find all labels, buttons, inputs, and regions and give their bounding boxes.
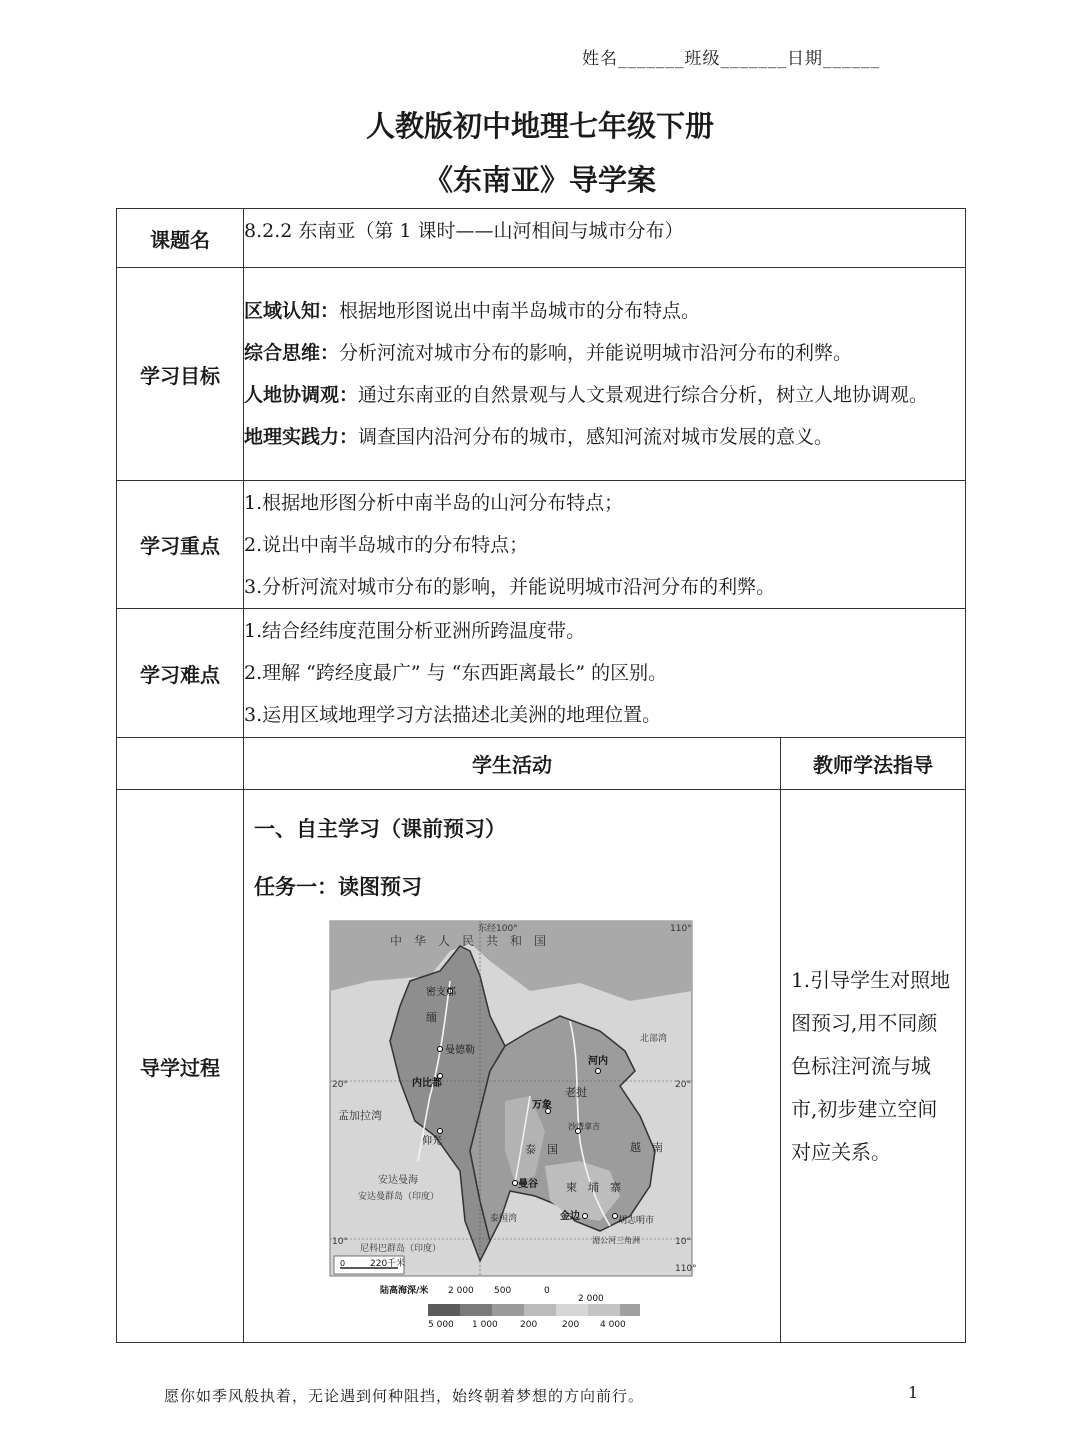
topic-row	[117, 209, 966, 268]
goal-item: 区域认知：根据地形图说出中南半岛城市的分布特点。	[244, 300, 701, 322]
map-city: 曼德勒	[445, 1045, 475, 1056]
map-label: 泰国湾	[490, 1214, 518, 1224]
scale-zero: 0	[340, 1259, 346, 1268]
map-label: 北部湾	[640, 1034, 668, 1044]
map-label: 老挝	[565, 1086, 587, 1099]
map-city: 万象	[532, 1100, 552, 1111]
southeast-asia-map	[330, 921, 697, 1333]
process-header-row	[117, 738, 966, 790]
difficulty-row	[117, 609, 966, 738]
difficulty-item: 1.结合经纬度范围分析亚洲所跨温度带。	[244, 620, 586, 642]
map-city: 金边	[560, 1211, 580, 1222]
legend-tick: 1 000	[472, 1320, 498, 1330]
name-label: 姓名	[582, 49, 618, 69]
process-row	[117, 790, 966, 1343]
process-label: 导学过程	[117, 790, 244, 1343]
map-label: 20°	[332, 1080, 348, 1090]
map-city: 内比都	[412, 1078, 442, 1089]
focus-label: 学习重点	[117, 481, 244, 609]
focus-item: 1.根据地形图分析中南半岛的山河分布特点；	[244, 491, 624, 514]
map-city: 密支那	[426, 987, 456, 998]
section-heading: 一、自主学习（课前预习）	[254, 817, 506, 841]
focus-content	[244, 481, 966, 609]
map-label: 尼科巴群岛（印度）	[360, 1244, 442, 1254]
map-city: 河内	[588, 1056, 608, 1067]
lesson-plan-table	[116, 208, 966, 1343]
map-label: 110°	[670, 924, 692, 934]
map-label: 110°	[675, 1264, 697, 1274]
map-city: 胡志明市	[618, 1216, 655, 1226]
legend-tick: 4 000	[600, 1320, 626, 1330]
empty-cell	[117, 738, 244, 790]
difficulty-item: 2.理解 “跨经度最广” 与 “东西距离最长” 的区别。	[244, 662, 668, 684]
map-label: 越 南	[630, 1141, 663, 1154]
map-label: 柬 埔 寨	[566, 1181, 621, 1194]
map-city: 曼谷	[518, 1179, 538, 1190]
topic-label: 课题名	[117, 209, 244, 268]
teacher-guide-header: 教师学法指导	[781, 738, 966, 790]
goals-content	[244, 268, 966, 481]
date-blank[interactable]: ______	[823, 49, 880, 69]
map-label: 安达曼群岛（印度）	[358, 1192, 440, 1202]
legend-tick: 200	[562, 1320, 580, 1330]
teacher-guide-text: 1.引导学生对照地图预习,用不同颜色标注河流与城市,初步建立空间对应关系。	[791, 967, 951, 1164]
document-subtitle: 《东南亚》导学案	[423, 163, 656, 197]
focus-item: 3.分析河流对城市分布的影响，并能说明城市沿河分布的利弊。	[244, 575, 776, 598]
map-label: 孟加拉湾	[338, 1109, 382, 1122]
goal-item: 地理实践力：调查国内沿河分布的城市，感知河流对城市发展的意义。	[244, 426, 834, 448]
legend-tick: 500	[494, 1286, 512, 1296]
goal-item: 综合思维：分析河流对城市分布的影响，并能说明城市沿河分布的利弊。	[244, 342, 853, 364]
focus-row	[117, 481, 966, 609]
goals-label: 学习目标	[117, 268, 244, 481]
map-label: 东经100°	[478, 924, 518, 934]
map-label: 泰 国	[525, 1143, 558, 1156]
legend-tick: 200	[520, 1320, 538, 1330]
date-label: 日期	[787, 49, 823, 69]
document-title: 人教版初中地理七年级下册	[365, 109, 714, 143]
map-label: 缅	[426, 1011, 437, 1024]
class-label: 班级	[684, 49, 721, 69]
task-heading: 任务一：读图预习	[254, 875, 422, 899]
difficulty-item: 3.运用区域地理学习方法描述北美洲的地理位置。	[244, 704, 662, 726]
legend-tick: 0	[544, 1286, 550, 1296]
student-activity-header: 学生活动	[244, 738, 781, 790]
name-blank[interactable]: _______	[618, 49, 685, 69]
legend-tick: 5 000	[428, 1320, 454, 1330]
difficulty-content	[244, 609, 966, 738]
student-info-line	[582, 44, 880, 69]
topic-value: 8.2.2 东南亚（第 1 课时——山河相间与城市分布）	[244, 209, 966, 268]
footer-motto: 愿你如季风般执着，无论遇到何种阻挡，始终朝着梦想的方向前行。	[164, 1387, 645, 1405]
page-number: 1	[908, 1383, 919, 1402]
map-label: 10°	[675, 1237, 691, 1247]
focus-item: 2.说出中南半岛城市的分布特点；	[244, 533, 529, 556]
goals-row	[117, 268, 966, 481]
map-city: 沙湾拿吉	[568, 1122, 600, 1131]
map-label: 中 华 人 民 共 和 国	[390, 934, 547, 948]
map-city: 仰光	[422, 1136, 442, 1147]
scale-label: 220千米	[370, 1259, 406, 1269]
map-label: 20°	[675, 1080, 691, 1090]
goal-item: 人地协调观：通过东南亚的自然景观与人文景观进行综合分析，树立人地协调观。	[244, 384, 929, 406]
map-label: 湄公河三角洲	[592, 1236, 640, 1245]
map-label: 10°	[332, 1237, 348, 1247]
map-label: 安达曼海	[378, 1175, 418, 1186]
legend-title: 陆高海深/米	[380, 1286, 429, 1296]
teacher-guide-cell	[781, 790, 966, 1343]
difficulty-label: 学习难点	[117, 609, 244, 738]
legend-tick: 2 000	[448, 1286, 474, 1296]
student-activity-cell	[244, 790, 781, 1343]
legend-tick: 2 000	[578, 1294, 604, 1304]
class-blank[interactable]: _______	[720, 49, 787, 69]
